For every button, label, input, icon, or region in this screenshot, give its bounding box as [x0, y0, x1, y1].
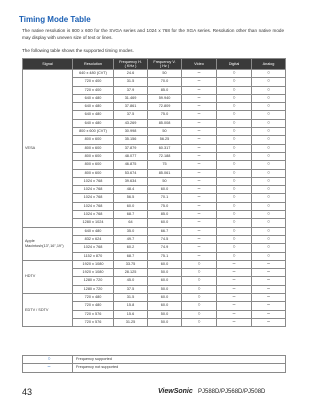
frequency-v-cell: 60.0	[148, 294, 182, 302]
frequency-v-cell: 60.0	[148, 219, 182, 227]
digital-support-cell: ○	[217, 94, 252, 102]
frequency-v-cell: 70.1	[148, 194, 182, 202]
header-video: Video	[182, 59, 217, 70]
digital-support-cell: –	[217, 318, 252, 326]
analog-support-cell: ○	[252, 227, 286, 235]
analog-support-cell: ○	[252, 111, 286, 119]
frequency-h-cell: 31.5	[114, 78, 148, 86]
digital-support-cell: ○	[217, 219, 252, 227]
resolution-cell: 800 x 600	[73, 144, 114, 152]
frequency-v-cell: 66.7	[148, 227, 182, 235]
analog-support-cell: ○	[252, 211, 286, 219]
video-support-cell: ○	[182, 277, 217, 285]
video-support-cell: –	[182, 219, 217, 227]
analog-support-cell: ○	[252, 252, 286, 260]
resolution-cell: 1024 x 768	[73, 186, 114, 194]
frequency-v-cell: 85.008	[148, 119, 182, 127]
digital-support-cell: ○	[217, 78, 252, 86]
video-support-cell: ○	[182, 310, 217, 318]
frequency-v-cell: 75.0	[148, 111, 182, 119]
resolution-cell: 720 x 400	[73, 78, 114, 86]
supported-symbol: ○	[23, 356, 73, 364]
digital-support-cell: ○	[217, 152, 252, 160]
resolution-cell: 800 x 600	[73, 169, 114, 177]
analog-support-cell: ○	[252, 186, 286, 194]
resolution-cell: 832 x 624	[73, 235, 114, 243]
section-title: Timing Mode Table	[19, 15, 91, 24]
video-support-cell: ○	[182, 302, 217, 310]
frequency-h-cell: 15.6	[114, 310, 148, 318]
video-support-cell: –	[182, 169, 217, 177]
resolution-cell: 1024 x 768	[73, 194, 114, 202]
video-support-cell: –	[182, 103, 217, 111]
resolution-cell: 1280 x 720	[73, 285, 114, 293]
resolution-cell: 720 x 480	[73, 294, 114, 302]
analog-support-cell: ○	[252, 128, 286, 136]
analog-support-cell: –	[252, 310, 286, 318]
header-frequency-h: Frequency H. ( KHz )	[114, 59, 148, 70]
frequency-h-cell: 35.156	[114, 136, 148, 144]
digital-support-cell: ○	[217, 70, 252, 78]
resolution-cell: 1024 x 768	[73, 202, 114, 210]
video-support-cell: –	[182, 186, 217, 194]
frequency-h-cell: 68.7	[114, 211, 148, 219]
table-intro-paragraph: The following table shows the supported timing modes.	[22, 48, 134, 53]
header-frequency-v: Frequency V. ( Hz )	[148, 59, 182, 70]
digital-support-cell: ○	[217, 252, 252, 260]
analog-support-cell: ○	[252, 219, 286, 227]
resolution-cell: 800 x 600	[73, 152, 114, 160]
frequency-v-cell: 60.0	[148, 277, 182, 285]
digital-support-cell: ○	[217, 177, 252, 185]
frequency-h-cell: 24.6	[114, 70, 148, 78]
digital-support-cell: ○	[217, 227, 252, 235]
frequency-h-cell: 37.5	[114, 285, 148, 293]
video-support-cell: ○	[182, 285, 217, 293]
analog-support-cell: –	[252, 302, 286, 310]
frequency-v-cell: 50	[148, 128, 182, 136]
header-digital: Digital	[217, 59, 252, 70]
resolution-cell: 1152 x 870	[73, 252, 114, 260]
frequency-v-cell: 60.317	[148, 144, 182, 152]
resolution-cell: 720 x 576	[73, 318, 114, 326]
table-row	[23, 227, 286, 235]
table-row	[23, 70, 286, 78]
digital-support-cell: ○	[217, 86, 252, 94]
video-support-cell: –	[182, 152, 217, 160]
frequency-v-cell: 59.940	[148, 94, 182, 102]
frequency-h-cell: 31.25	[114, 318, 148, 326]
frequency-h-cell: 15.8	[114, 302, 148, 310]
video-support-cell: –	[182, 94, 217, 102]
resolution-cell: 640 x 480	[73, 227, 114, 235]
analog-support-cell: ○	[252, 194, 286, 202]
video-support-cell: –	[182, 161, 217, 169]
frequency-v-cell: 72.809	[148, 103, 182, 111]
resolution-cell: 800 x 600	[73, 136, 114, 144]
resolution-cell: 720 x 576	[73, 310, 114, 318]
frequency-h-cell: 37.861	[114, 103, 148, 111]
frequency-h-cell: 48.4	[114, 186, 148, 194]
video-support-cell: ○	[182, 294, 217, 302]
digital-support-cell: –	[217, 302, 252, 310]
frequency-h-cell: 28.125	[114, 269, 148, 277]
digital-support-cell: –	[217, 277, 252, 285]
frequency-h-cell: 53.674	[114, 169, 148, 177]
page-footer	[0, 387, 300, 401]
analog-support-cell: ○	[252, 161, 286, 169]
video-support-cell: –	[182, 144, 217, 152]
frequency-h-cell: 43.269	[114, 119, 148, 127]
frequency-h-cell: 56.5	[114, 194, 148, 202]
analog-support-cell: ○	[252, 177, 286, 185]
analog-support-cell: ○	[252, 103, 286, 111]
digital-support-cell: ○	[217, 235, 252, 243]
video-support-cell: ○	[182, 318, 217, 326]
analog-support-cell: ○	[252, 136, 286, 144]
video-support-cell: ○	[182, 260, 217, 268]
table-body	[23, 70, 286, 327]
analog-support-cell: ○	[252, 144, 286, 152]
frequency-v-cell: 50.0	[148, 269, 182, 277]
resolution-cell: 1920 x 1080	[73, 269, 114, 277]
frequency-v-cell: 70.0	[148, 78, 182, 86]
legend-row	[23, 356, 286, 364]
frequency-v-cell: 75.0	[148, 202, 182, 210]
signal-group-cell: HDTV	[23, 260, 73, 293]
intro-paragraph: The native resolution is 800 x 600 for the SVGA series and 1024 x 768 for the XGA series. Resolution other than native mode may display with uneven size of text or lines.	[22, 28, 284, 40]
digital-support-cell: ○	[217, 103, 252, 111]
analog-support-cell: ○	[252, 119, 286, 127]
digital-support-cell: ○	[217, 128, 252, 136]
resolution-cell: 1024 x 768	[73, 177, 114, 185]
video-support-cell: ○	[182, 269, 217, 277]
resolution-cell: 800 x 600 (CVT)	[73, 128, 114, 136]
resolution-cell: 640 x 480 (CVT)	[73, 70, 114, 78]
video-support-cell: –	[182, 78, 217, 86]
resolution-cell: 640 x 480	[73, 111, 114, 119]
analog-support-cell: ○	[252, 235, 286, 243]
frequency-h-cell: 31.469	[114, 94, 148, 102]
resolution-cell: 1920 x 1080	[73, 260, 114, 268]
signal-group-cell: VESA	[23, 70, 73, 228]
analog-support-cell: ○	[252, 94, 286, 102]
video-support-cell: –	[182, 252, 217, 260]
video-support-cell: –	[182, 194, 217, 202]
frequency-h-cell: 60.0	[114, 202, 148, 210]
table-row	[23, 294, 286, 302]
digital-support-cell: –	[217, 294, 252, 302]
video-support-cell: –	[182, 119, 217, 127]
header-signal: Signal	[23, 59, 73, 70]
frequency-v-cell: 85.0	[148, 86, 182, 94]
frequency-h-cell: 60.2	[114, 244, 148, 252]
frequency-v-cell: 50	[148, 177, 182, 185]
video-support-cell: –	[182, 177, 217, 185]
frequency-v-cell: 60.0	[148, 186, 182, 194]
frequency-v-cell: 74.5	[148, 235, 182, 243]
resolution-cell: 1280 x 720	[73, 277, 114, 285]
digital-support-cell: ○	[217, 244, 252, 252]
frequency-h-cell: 46.875	[114, 161, 148, 169]
analog-support-cell: ○	[252, 78, 286, 86]
table-header	[23, 59, 286, 70]
analog-support-cell: –	[252, 318, 286, 326]
analog-support-cell: –	[252, 285, 286, 293]
digital-support-cell: –	[217, 269, 252, 277]
digital-support-cell: ○	[217, 111, 252, 119]
digital-support-cell: ○	[217, 136, 252, 144]
resolution-cell: 640 x 480	[73, 119, 114, 127]
analog-support-cell: ○	[252, 244, 286, 252]
frequency-v-cell: 85.061	[148, 169, 182, 177]
analog-support-cell: –	[252, 260, 286, 268]
resolution-cell: 800 x 600	[73, 161, 114, 169]
resolution-cell: 720 x 400	[73, 86, 114, 94]
legend-row	[23, 364, 286, 372]
frequency-v-cell: 85.0	[148, 211, 182, 219]
frequency-h-cell: 33.75	[114, 260, 148, 268]
analog-support-cell: ○	[252, 152, 286, 160]
analog-support-cell: –	[252, 277, 286, 285]
resolution-cell: 640 x 480	[73, 103, 114, 111]
digital-support-cell: ○	[217, 169, 252, 177]
digital-support-cell: ○	[217, 144, 252, 152]
signal-group-cell: EDTV / SDTV	[23, 294, 73, 327]
resolution-cell: 1280 x 1024	[73, 219, 114, 227]
page-number: 43	[22, 387, 33, 397]
frequency-v-cell: 50	[148, 70, 182, 78]
resolution-cell: 1024 x 768	[73, 211, 114, 219]
digital-support-cell: –	[217, 260, 252, 268]
digital-support-cell: ○	[217, 211, 252, 219]
analog-support-cell: ○	[252, 169, 286, 177]
model-number: PJ588D/PJ568D/PJ508D	[198, 388, 266, 395]
resolution-cell: 640 x 480	[73, 94, 114, 102]
frequency-v-cell: 75	[148, 161, 182, 169]
video-support-cell: –	[182, 136, 217, 144]
frequency-h-cell: 49.7	[114, 235, 148, 243]
video-support-cell: –	[182, 70, 217, 78]
frequency-v-cell: 75.1	[148, 252, 182, 260]
digital-support-cell: –	[217, 310, 252, 318]
frequency-h-cell: 64	[114, 219, 148, 227]
frequency-h-cell: 45.0	[114, 277, 148, 285]
video-support-cell: –	[182, 235, 217, 243]
table-row	[23, 260, 286, 268]
frequency-h-cell: 37.5	[114, 111, 148, 119]
frequency-v-cell: 60.0	[148, 302, 182, 310]
video-support-cell: –	[182, 227, 217, 235]
video-support-cell: –	[182, 244, 217, 252]
video-support-cell: –	[182, 211, 217, 219]
video-support-cell: –	[182, 128, 217, 136]
digital-support-cell: ○	[217, 194, 252, 202]
video-support-cell: –	[182, 86, 217, 94]
video-support-cell: –	[182, 111, 217, 119]
frequency-h-cell: 37.879	[114, 144, 148, 152]
frequency-h-cell: 68.7	[114, 252, 148, 260]
video-support-cell: –	[182, 202, 217, 210]
frequency-h-cell: 37.9	[114, 86, 148, 94]
frequency-v-cell: 74.9	[148, 244, 182, 252]
digital-support-cell: ○	[217, 161, 252, 169]
frequency-v-cell: 50.0	[148, 310, 182, 318]
frequency-v-cell: 72.188	[148, 152, 182, 160]
digital-support-cell: ○	[217, 186, 252, 194]
frequency-v-cell: 60.0	[148, 260, 182, 268]
legend-table	[22, 355, 286, 373]
legend-text: Frequency supported	[73, 356, 286, 364]
digital-support-cell: ○	[217, 119, 252, 127]
legend-text: Frequency not supported	[73, 364, 286, 372]
frequency-v-cell: 56.25	[148, 136, 182, 144]
frequency-v-cell: 50.0	[148, 318, 182, 326]
digital-support-cell: ○	[217, 202, 252, 210]
analog-support-cell: ○	[252, 70, 286, 78]
header-resolution: Resolution	[73, 59, 114, 70]
frequency-h-cell: 39.634	[114, 177, 148, 185]
not-supported-symbol: –	[23, 364, 73, 372]
brand-name: ViewSonic	[158, 388, 193, 395]
frequency-h-cell: 31.5	[114, 294, 148, 302]
analog-support-cell: –	[252, 294, 286, 302]
signal-group-cell: Apple Macintosh(13",16",19")	[23, 227, 73, 260]
frequency-v-cell: 50.0	[148, 285, 182, 293]
header-analog: Analog	[252, 59, 286, 70]
analog-support-cell: ○	[252, 86, 286, 94]
resolution-cell: 1024 x 768	[73, 244, 114, 252]
analog-support-cell: ○	[252, 202, 286, 210]
frequency-h-cell: 48.077	[114, 152, 148, 160]
frequency-h-cell: 30.998	[114, 128, 148, 136]
resolution-cell: 720 x 480	[73, 302, 114, 310]
digital-support-cell: –	[217, 285, 252, 293]
frequency-h-cell: 35.0	[114, 227, 148, 235]
timing-mode-table	[22, 58, 286, 327]
analog-support-cell: –	[252, 269, 286, 277]
